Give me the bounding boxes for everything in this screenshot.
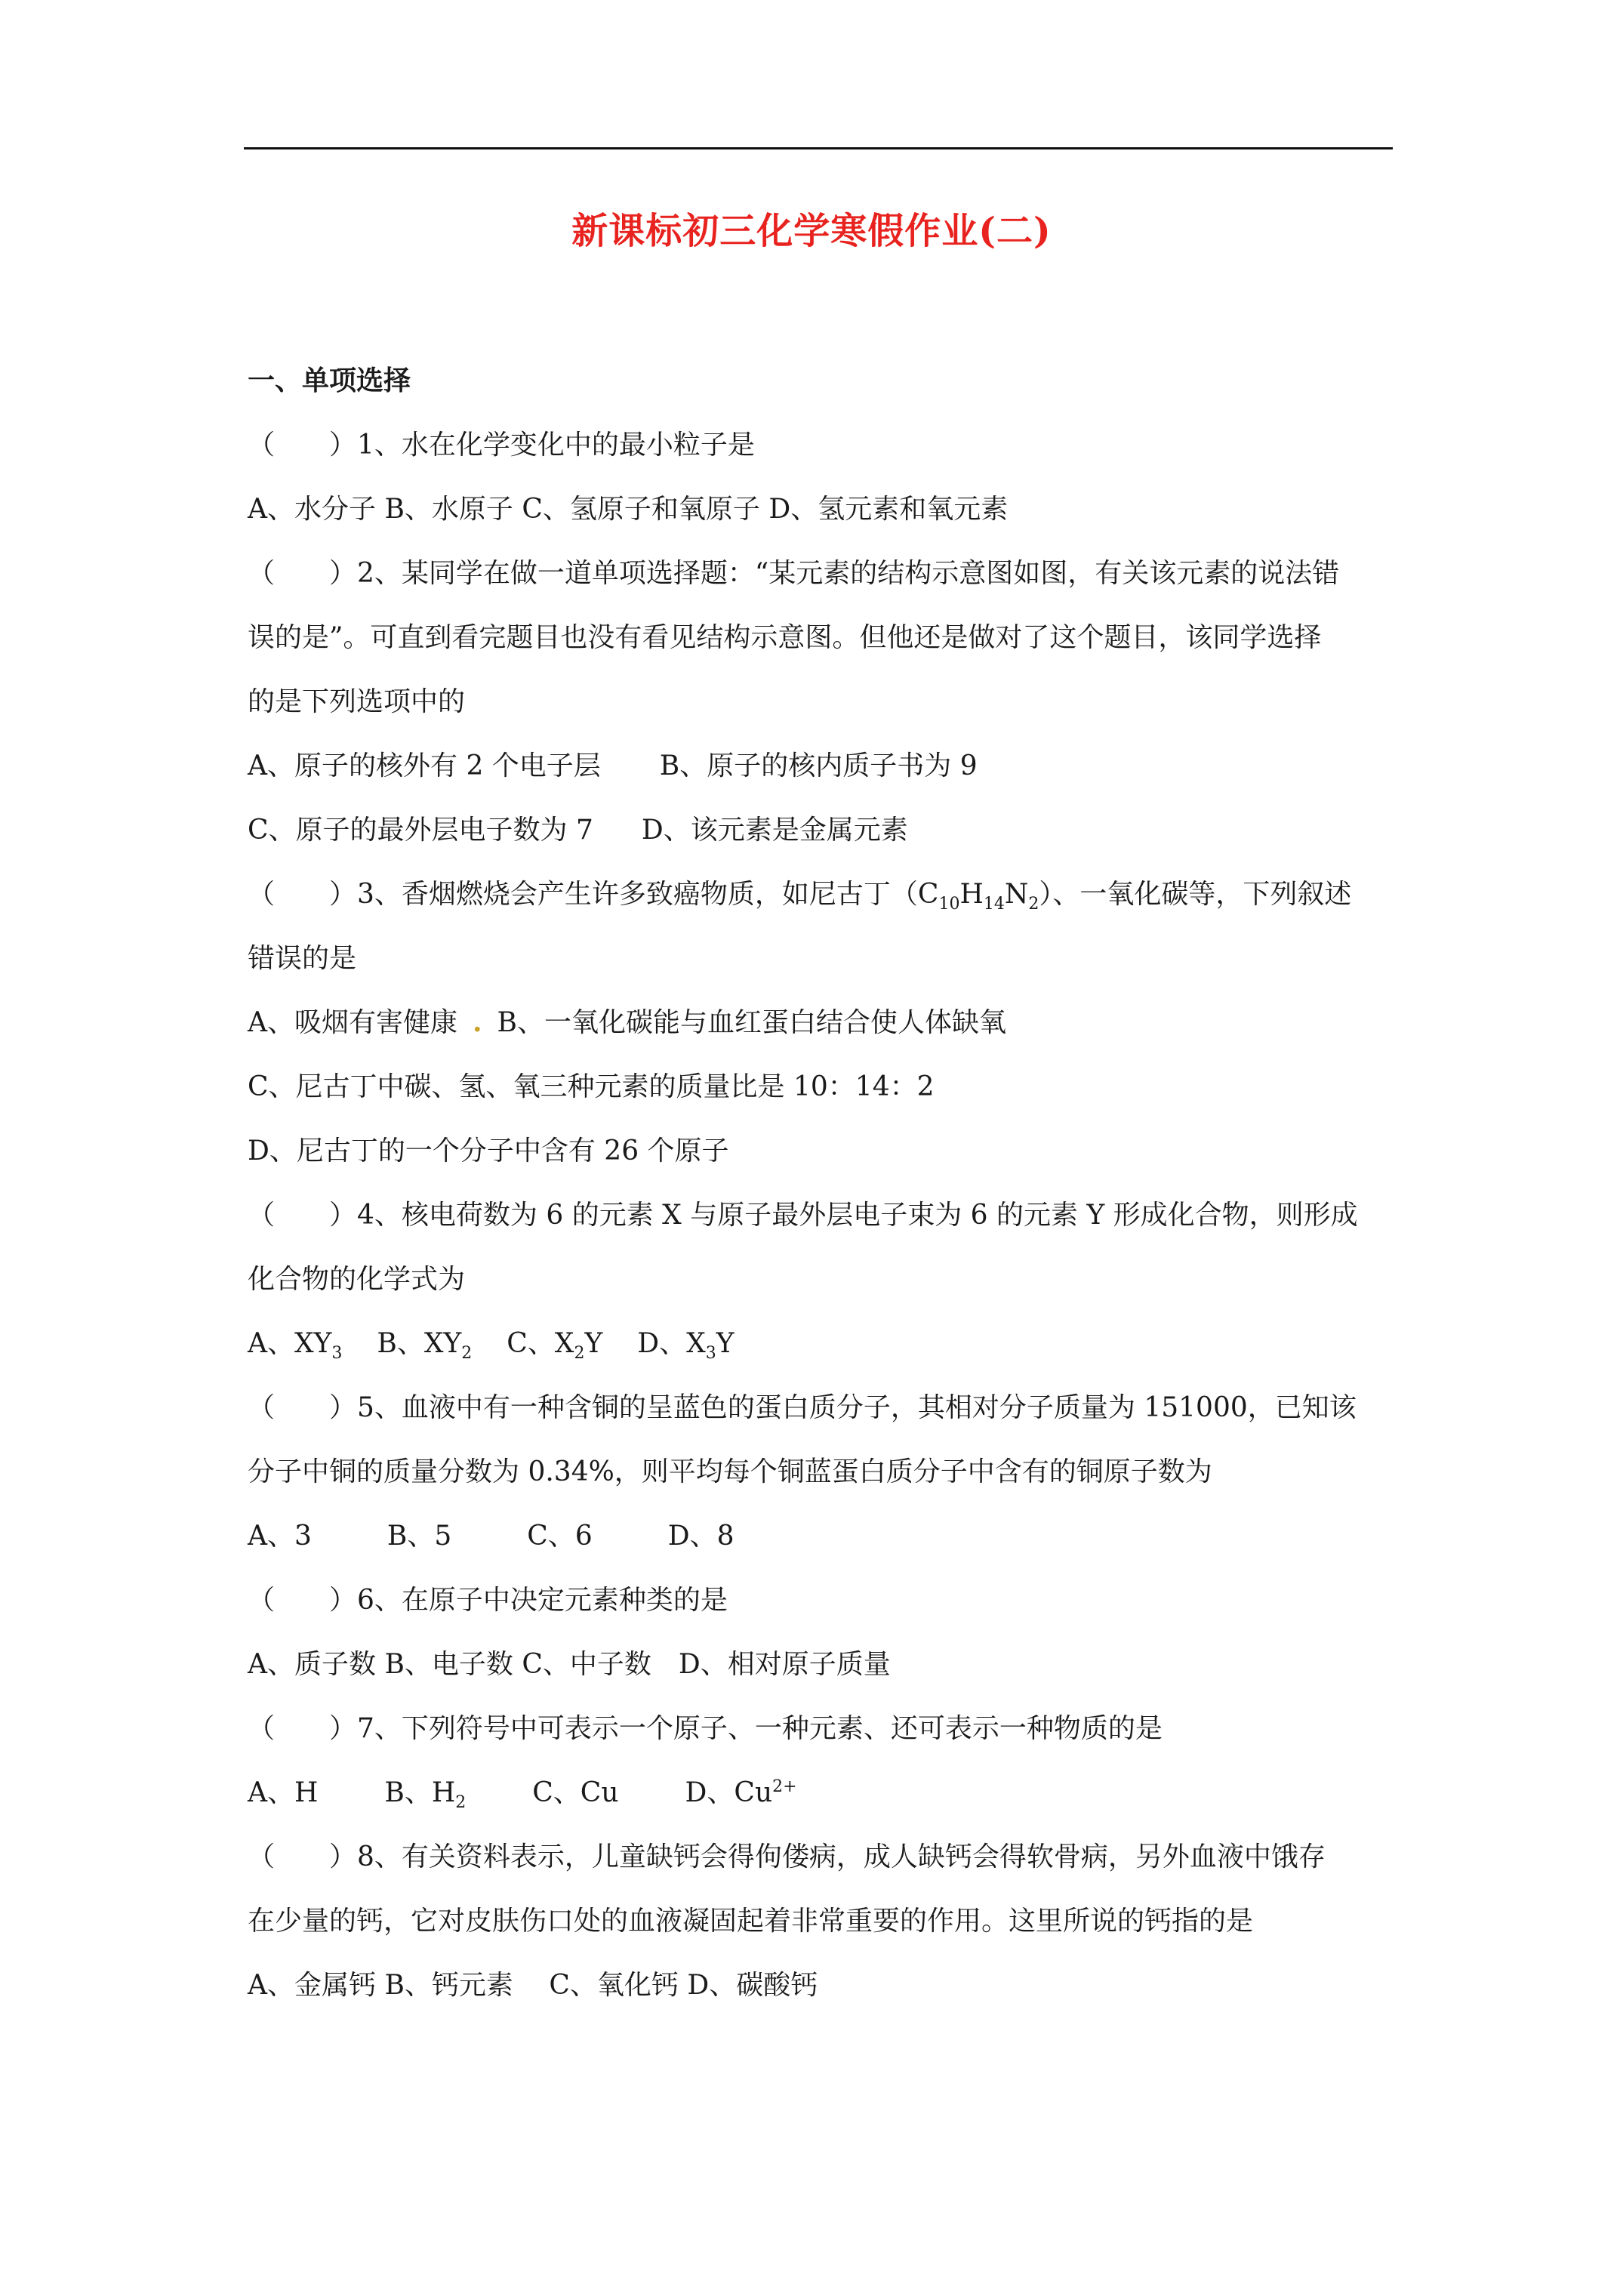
section-heading: 一、单项选择 bbox=[248, 365, 411, 396]
answer-blank: （ ） bbox=[248, 1585, 357, 1616]
question-1-stem: （ ）1、水在化学变化中的最小粒子是 bbox=[248, 430, 755, 461]
question-8-stem-line2: 在少量的钙，它对皮肤伤口处的血液凝固起着非常重要的作用。这里所说的钙指的是 bbox=[248, 1906, 1254, 1937]
question-3-options-ab: A、吸烟有害健康 . B、一氧化碳能与血红蛋白结合使人体缺氧 bbox=[248, 1006, 1007, 1038]
answer-blank: （ ） bbox=[248, 1713, 357, 1744]
question-5-stem-line2: 分子中铜的质量分数为 0.34%，则平均每个铜蓝蛋白质分子中含有的铜原子数为 bbox=[248, 1456, 1212, 1487]
question-2-options-cd: C、原子的最外层电子数为 7 D、该元素是金属元素 bbox=[248, 815, 908, 846]
question-3-stem-line2: 错误的是 bbox=[248, 943, 357, 974]
stray-dot: . bbox=[473, 1006, 482, 1038]
answer-blank: （ ） bbox=[248, 430, 357, 461]
question-4-stem-line2: 化合物的化学式为 bbox=[248, 1264, 466, 1295]
question-3-option-d: D、尼古丁的一个分子中含有 26 个原子 bbox=[248, 1136, 729, 1166]
answer-blank: （ ） bbox=[248, 1392, 357, 1423]
question-3-option-c: C、尼古丁中碳、氢、氧三种元素的质量比是 10：14：2 bbox=[248, 1071, 935, 1102]
question-2-options-ab: A、原子的核外有 2 个电子层 B、原子的核内质子书为 9 bbox=[248, 750, 978, 781]
answer-blank: （ ） bbox=[248, 558, 357, 589]
question-2-stem: （ ）2、某同学在做一道单项选择题：“某元素的结构示意图如图，有关该元素的说法错 bbox=[248, 558, 1340, 589]
question-8-options: A、金属钙 B、钙元素 C、氧化钙 D、碳酸钙 bbox=[248, 1970, 818, 2001]
question-6-stem: （ ）6、在原子中决定元素种类的是 bbox=[248, 1585, 728, 1616]
question-3-stem: （ ）3、香烟燃烧会产生许多致癌物质，如尼古丁$(C_{10}H_{14}N_2)$、一氧化碳等，下列叙述 bbox=[248, 879, 1352, 914]
question-5-stem: （ ）5、血液中有一种含铜的呈蓝色的蛋白质分子，其相对分子质量为 151000，已知该 bbox=[248, 1392, 1357, 1423]
question-7-options: A、H B、$H_2$ C、Cu D、$Cu^{2+}$ bbox=[248, 1777, 797, 1813]
answer-blank: （ ） bbox=[248, 879, 357, 910]
question-2-stem-line2: 误的是”。可直到看完题目也没有看见结构示意图。但他还是做对了这个题目，该同学选择 bbox=[248, 622, 1322, 653]
question-8-stem: （ ）8、有关资料表示，儿童缺钙会得佝偻病，成人缺钙会得软骨病，另外血液中饿存 bbox=[248, 1841, 1326, 1872]
question-1-options: A、水分子 B、水原子 C、氢原子和氧原子 D、氢元素和氧元素 bbox=[248, 494, 1009, 525]
header-rule bbox=[244, 147, 1393, 149]
page-title: 新课标初三化学寒假作业(二) bbox=[571, 210, 1052, 252]
question-2-stem-line3: 的是下列选项中的 bbox=[248, 686, 466, 717]
question-4-stem: （ ）4、核电荷数为 6 的元素 X 与原子最外层电子束为 6 的元素 Y 形成化合物，则形成 bbox=[248, 1200, 1358, 1231]
answer-blank: （ ） bbox=[248, 1200, 357, 1231]
question-5-options: A、3 B、5 C、6 D、8 bbox=[248, 1521, 735, 1552]
question-6-options: A、质子数 B、电子数 C、中子数 D、相对原子质量 bbox=[248, 1649, 891, 1680]
answer-blank: （ ） bbox=[248, 1841, 357, 1872]
question-4-options: A、$XY_3$ B、$XY_2$ C、$X_2Y$ D、$X_3Y$ bbox=[248, 1328, 735, 1364]
question-7-stem: （ ）7、下列符号中可表示一个原子、一种元素、还可表示一种物质的是 bbox=[248, 1713, 1163, 1744]
